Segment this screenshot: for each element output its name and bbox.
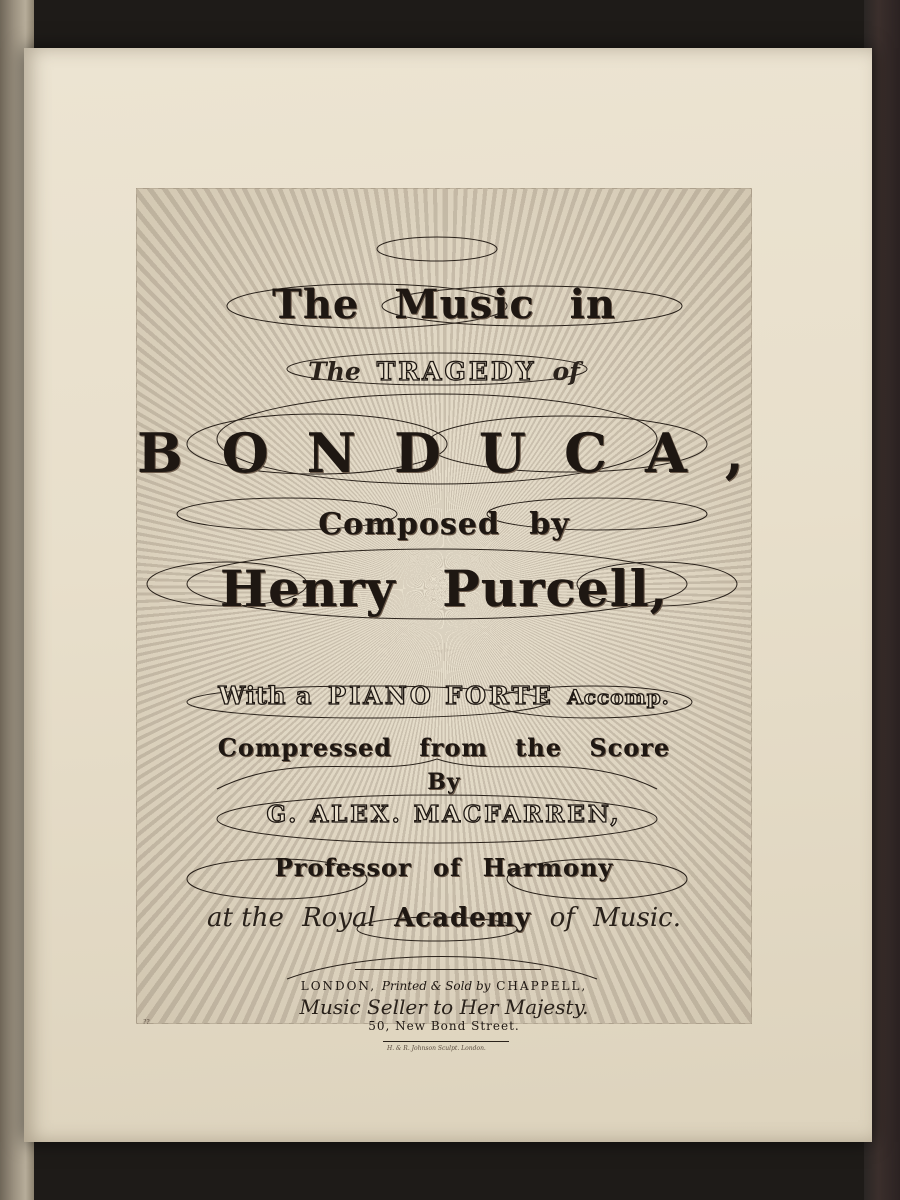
word-music: Music [394, 281, 535, 328]
word-by-arranger: By [427, 769, 461, 795]
word-the: The [272, 281, 360, 328]
word-music-final: Music. [593, 903, 681, 933]
plate-number: ?? [143, 1019, 150, 1026]
title-bonduca: BONDUCA, [137, 421, 782, 485]
title-line-tragedy [137, 357, 751, 386]
word-with-a: With a [218, 681, 313, 710]
word-compressed: Compressed [217, 733, 393, 762]
word-purcell: Purcell, [442, 559, 669, 618]
imprint-chappell: CHAPPELL, [496, 979, 588, 993]
word-tragedy: TRAGEDY [376, 357, 537, 386]
word-from: from [419, 733, 488, 762]
imprint-line-2: Music Seller to Her Majesty. [299, 995, 589, 1019]
title-line-piano-forte [137, 681, 751, 710]
word-at-the: at the [207, 903, 284, 933]
word-of-music: of [549, 903, 575, 933]
word-piano-forte: PIANO FORTE [328, 681, 554, 710]
engraver-credit: H. & R. Johnson Sculpt. London. [387, 1045, 486, 1052]
composer-name [137, 559, 751, 618]
word-of-harmony: of [432, 853, 462, 882]
imprint-line-1 [137, 979, 751, 993]
word-accomp: Accomp. [567, 685, 670, 709]
word-the-score: the [515, 733, 562, 762]
word-harmony: Harmony [482, 853, 614, 882]
word-professor: Professor [274, 853, 412, 882]
word-the-small: The [308, 357, 361, 386]
arranger-name: G. ALEX. MACFARREN, [266, 801, 622, 828]
title-line-compressed [137, 733, 751, 762]
imprint-printed-sold: Printed & Sold by [381, 979, 491, 993]
imprint-london: LONDON, [300, 979, 377, 993]
word-composed: Composed [318, 507, 500, 542]
title-page-sheet [24, 48, 872, 1142]
engraved-plate [136, 188, 782, 1052]
imprint-address: 50, New Bond Street. [368, 1019, 520, 1033]
word-academy: Academy [394, 903, 532, 933]
word-by: by [529, 507, 570, 542]
title-line-the-music-in [137, 281, 751, 328]
word-score: Score [589, 733, 671, 762]
title-line-professor [137, 853, 751, 882]
title-line-composed-by [137, 507, 751, 542]
divider-rule-bottom [383, 1041, 509, 1042]
title-line-royal-academy [137, 903, 751, 933]
word-henry: Henry [219, 559, 396, 618]
word-royal: Royal [302, 903, 376, 933]
divider-rule-top [355, 969, 541, 970]
word-in: in [569, 281, 616, 328]
word-of: of [552, 357, 580, 386]
